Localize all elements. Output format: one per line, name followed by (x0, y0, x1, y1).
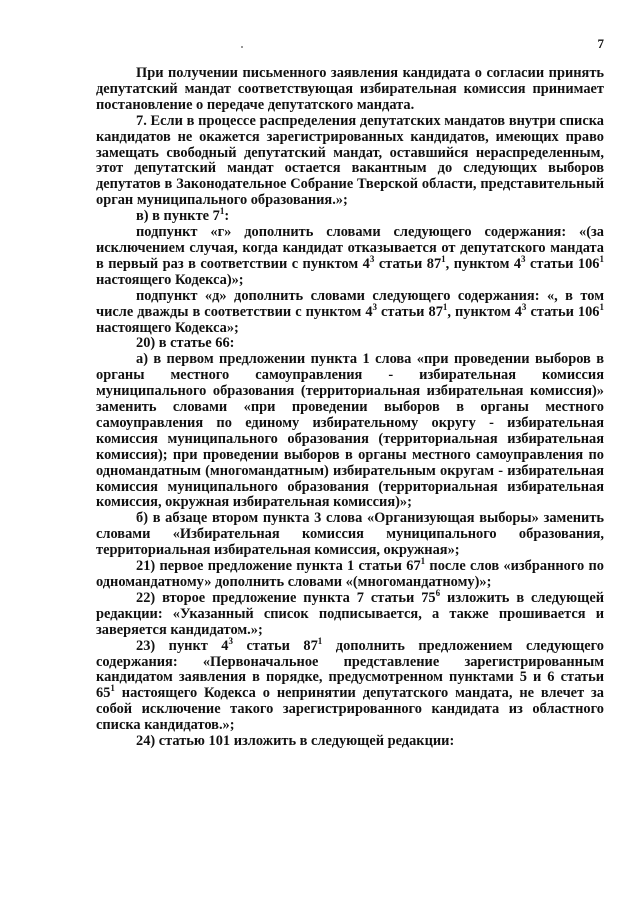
paragraph-text: а) в первом предложении пункта 1 слова «при проведении выборов в органы местного самоуправления - избирательная комиссия муниципального образования (территориальная избирательная комиссия)» заменить словами «при проведении выборов в органы местного самоуправления по единому избирательному округу - избирательная комиссия муниципального образования (территориальная избирательная комиссия); при проведении выборов в органы местного самоуправления по одномандатным (многомандатным) избирательным округам - избирательная комиссия муниципального образования (территориальная избирательная комиссия, окружная избирательная комиссия)»; (96, 351, 604, 511)
paragraph-text: статьи 106 (525, 255, 600, 272)
paragraph (96, 556, 604, 591)
paragraph-text: При получении письменного заявления кандидата о согласии принять депутатский мандат соответствующая избирательная комиссия принимает постановление о передаче депутатского мандата. (96, 65, 604, 113)
paragraph-text: статьи 87 (377, 303, 443, 320)
superscript-index: 1 (219, 206, 225, 217)
paragraph (96, 587, 604, 639)
paragraph (96, 114, 604, 209)
superscript-index: 3 (369, 253, 375, 264)
paragraph (96, 225, 604, 289)
superscript-index: 6 (435, 587, 441, 598)
paragraph-text: в) в пункте 7 (136, 208, 220, 225)
paragraph-text: статьи 87 (374, 255, 442, 272)
paragraph-text: после слов «избранного по одномандатному» дополнить словами «(многомандатному)»; (96, 558, 604, 590)
superscript-index: 1 (599, 301, 604, 312)
paragraph-text: статьи 87 (233, 637, 318, 654)
paragraph (96, 511, 604, 559)
scan-speck (241, 46, 243, 48)
superscript-index: 3 (521, 301, 527, 312)
paragraph-text: , пунктом 4 (445, 255, 522, 272)
superscript-index: 1 (599, 253, 604, 264)
paragraph (96, 635, 604, 734)
superscript-index: 1 (442, 301, 448, 312)
superscript-index: 3 (228, 635, 233, 646)
paragraph (96, 206, 604, 225)
page-number: 7 (597, 36, 604, 51)
paragraph (96, 66, 604, 114)
paragraph-text: б) в абзаце втором пункта 3 слова «Организующая выборы» заменить словами «Избирательная комиссия муниципального образования, территориальная избирательная комиссия, окружная»; (96, 510, 604, 559)
paragraph (96, 352, 604, 511)
superscript-index: 1 (441, 253, 446, 264)
paragraph-text: статьи 106 (526, 303, 600, 320)
superscript-index: 1 (420, 556, 426, 567)
superscript-index: 3 (372, 301, 378, 312)
paragraph-text: : (224, 208, 230, 225)
superscript-index: 1 (317, 635, 323, 646)
paragraph-text: дополнить предложением следующего содержания: «Первоначальное представление зарегистрированным кандидатом заявления в порядке, предусмотренном пунктами 5 и 6 статьи 65 (96, 637, 604, 702)
paragraph (96, 734, 604, 750)
paragraph-text: настоящего Кодекса»; (96, 319, 239, 336)
superscript-index: 1 (110, 683, 115, 694)
paragraph-text: подпункт «г» дополнить словами следующего содержания: «(за исключением случая, когда кандидат отказывается от депутатского мандата в первый раз в соответствии с пунктом 4 (96, 224, 604, 272)
paragraph (96, 289, 604, 337)
paragraph-text: 24) статью 101 изложить в следующей редакции: (136, 733, 455, 750)
paragraph-text: 23) пункт 4 (136, 637, 229, 654)
paragraph-text: , пунктом 4 (447, 303, 522, 320)
paragraph (96, 336, 604, 352)
document-body (96, 66, 604, 750)
paragraph-text: 21) первое предложение пункта 1 статьи 67 (136, 558, 421, 575)
paragraph-text: настоящего Кодекса о непринятии депутатского мандата, не влечет за собой исключение такого зарегистрированного кандидата из областного списка кандидатов.»; (96, 685, 604, 734)
paragraph-text: изложить в следующей редакции: «Указанный список подписывается, а также прошивается и заверяется кандидатом.»; (96, 589, 604, 638)
superscript-index: 3 (521, 253, 526, 264)
paragraph-text: 7. Если в процессе распределения депутатских мандатов внутри списка кандидатов не окажется зарегистрированных кандидатов, имеющих право замещать свободный депутатский мандат, оставшийся нераспределенным, этот депутатский мандат остается вакантным до следующих выборов депутатов в Законодательное Собрание Тверской области, представительный орган муниципального образования.»; (96, 112, 604, 209)
paragraph-text: настоящего Кодекса)»; (96, 271, 244, 288)
paragraph-text: 22) второе предложение пункта 7 статьи 75 (136, 589, 436, 606)
paragraph-text: 20) в статье 66: (136, 335, 235, 352)
paragraph-text: подпункт «д» дополнить словами следующего содержания: «, в том числе дважды в соответствии с пунктом 4 (96, 287, 604, 320)
